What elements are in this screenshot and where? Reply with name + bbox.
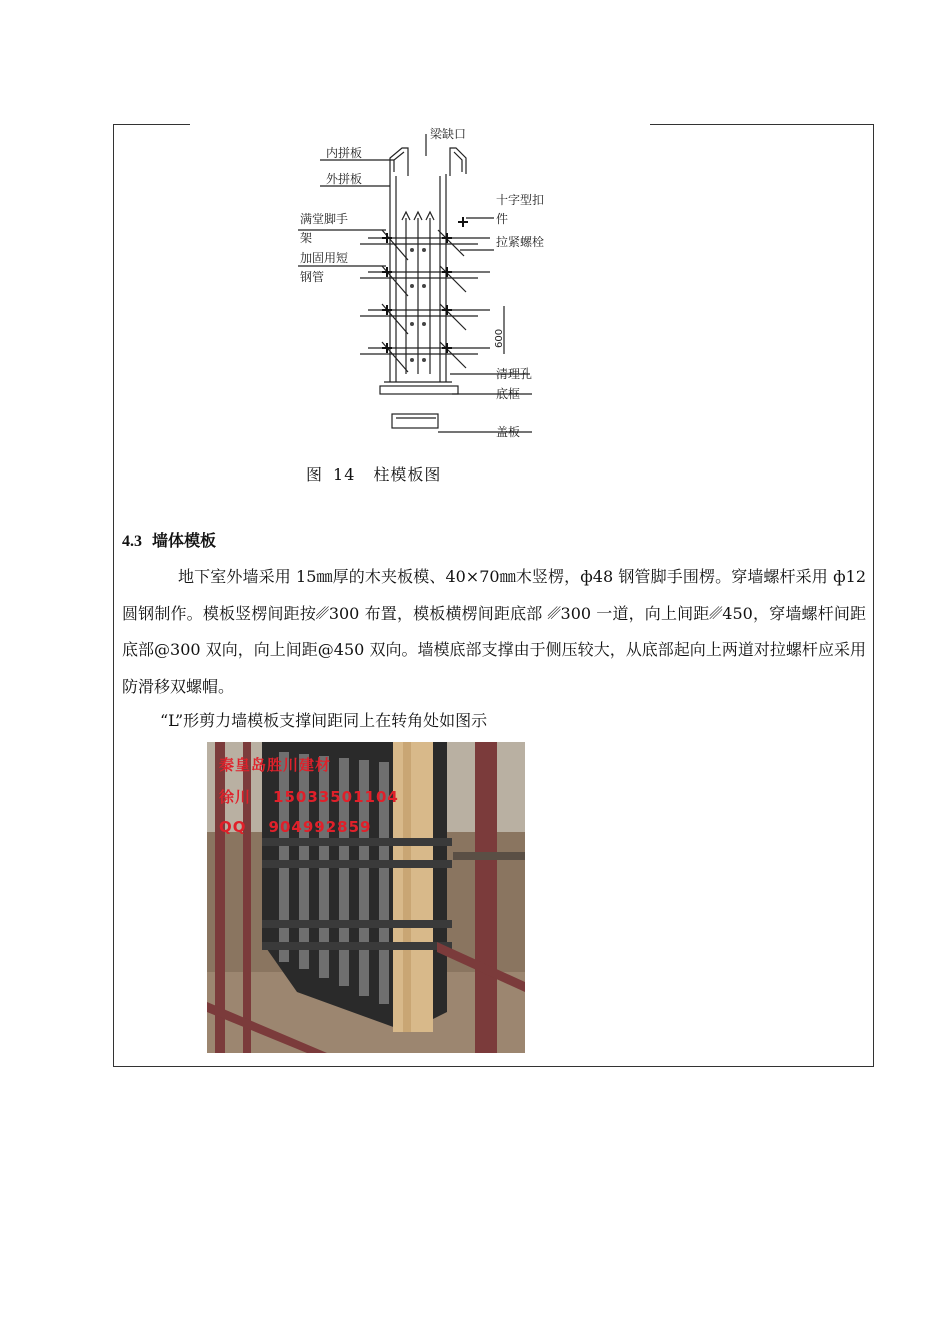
label-scaffold-2: 架 — [300, 231, 313, 245]
label-cleanout: 清理孔 — [496, 367, 533, 381]
caption-number: 14 — [333, 465, 356, 484]
label-cross-clip-1: 十字型扣 — [496, 193, 545, 207]
label-short-pipe-2: 钢管 — [300, 270, 325, 284]
label-short-pipe-1: 加固用短 — [300, 251, 349, 265]
label-outer-board: 外拼板 — [326, 172, 363, 186]
label-tie-bolt: 拉紧螺栓 — [496, 235, 545, 249]
watermark-qq-label: QQ — [219, 818, 247, 836]
watermark-company: 秦皇岛胜川建材 — [219, 756, 332, 774]
column-formwork-diagram — [290, 126, 590, 446]
watermark-qq-number: 904992859 — [268, 818, 372, 836]
label-cover-plate: 盖板 — [496, 425, 521, 439]
paragraph-l-shaped-wall: “L”形剪力墙模板支撑间距同上在转角处如图示 — [160, 711, 488, 730]
watermark-contact — [219, 786, 399, 807]
label-scaffold-1: 满堂脚手 — [300, 212, 349, 226]
caption-prefix: 图 — [306, 465, 324, 484]
section-title: 墙体模板 — [152, 533, 217, 550]
section-heading — [122, 528, 216, 551]
label-cross-clip-2: 件 — [496, 212, 509, 226]
label-base-frame: 底框 — [496, 387, 521, 401]
watermark-phone: 15033501104 — [273, 788, 399, 806]
paragraph-wall-formwork: 地下室外墙采用 15㎜厚的木夹板模、40×70㎜木竖楞，ф48 钢管脚手围楞。穿墙螺杆采用 ф12 圆钢制作。模板竖楞间距按␥300 布置，模板横楞间距底部 ␥300 一道，向上间距␥450，穿墙螺杆间距底部@300 双向，向上间距@450 双向。墙模底部支撑由于侧压较大，从底部起向上两道对拉螺杆应采用防滑移双螺帽。 — [122, 567, 866, 696]
label-beam-gap: 梁缺口 — [430, 127, 467, 141]
label-inner-board: 内拼板 — [326, 146, 363, 160]
label-dimension: 600 — [494, 328, 505, 348]
caption-title: 柱模板图 — [373, 465, 442, 484]
watermark-name: 徐川 — [219, 788, 252, 806]
watermark-qq — [219, 818, 371, 836]
wall-formwork-photo — [207, 742, 525, 1053]
figure-caption — [306, 462, 441, 485]
section-number: 4.3 — [122, 533, 142, 550]
